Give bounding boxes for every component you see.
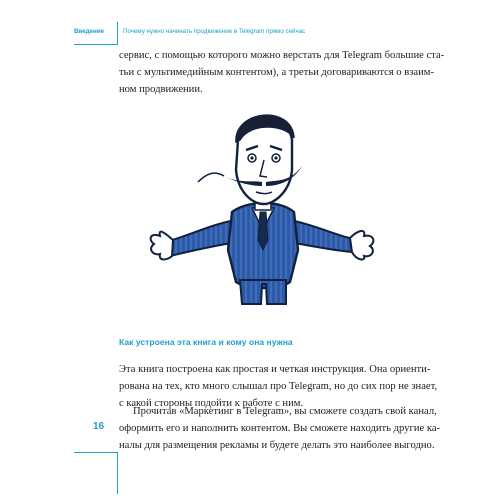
header-vertical-rule [117,22,118,44]
paragraph-intro [119,48,445,98]
paragraph-outcomes [119,404,441,454]
header-horizontal-rule [74,44,118,45]
text-line: с какой стороны подойти к работе с ним. [119,397,304,409]
cartoon-man-illustration [140,100,380,310]
footer-vertical-rule [117,452,118,494]
text-line: сервис, с помощью которого можно верстать для Telegram большие ста- [119,50,445,61]
text-line: Эта книга построена как простая и четкая инструкция. Она ориенти- [119,364,431,375]
page-number: 16 [93,421,105,432]
running-header-section: Введение [74,28,104,35]
text-line: ном продвижении. [119,83,203,95]
section-heading: Как устроена эта книга и кому она нужна [119,337,293,347]
text-line: рована на тех, кто много слышал про Telegram, но до сих пор не знает, [119,380,438,392]
text-line: тьи с мультимедийным контентом), а третьи договариваются о взаим- [119,66,435,78]
text-line: налы для размещения рекламы и будете делать это наиболее выгодно. [119,439,435,451]
running-header-title: Почему нужно начинать продвижение в Telegram прямо сейчас [123,28,306,35]
text-line: Прочитав «Маркетинг в Telegram», вы сможете создать свой канал, [133,406,437,417]
text-line: оформить его и наполнить контентом. Вы сможете находить другие ка- [119,422,441,434]
footer-horizontal-rule [74,452,118,453]
